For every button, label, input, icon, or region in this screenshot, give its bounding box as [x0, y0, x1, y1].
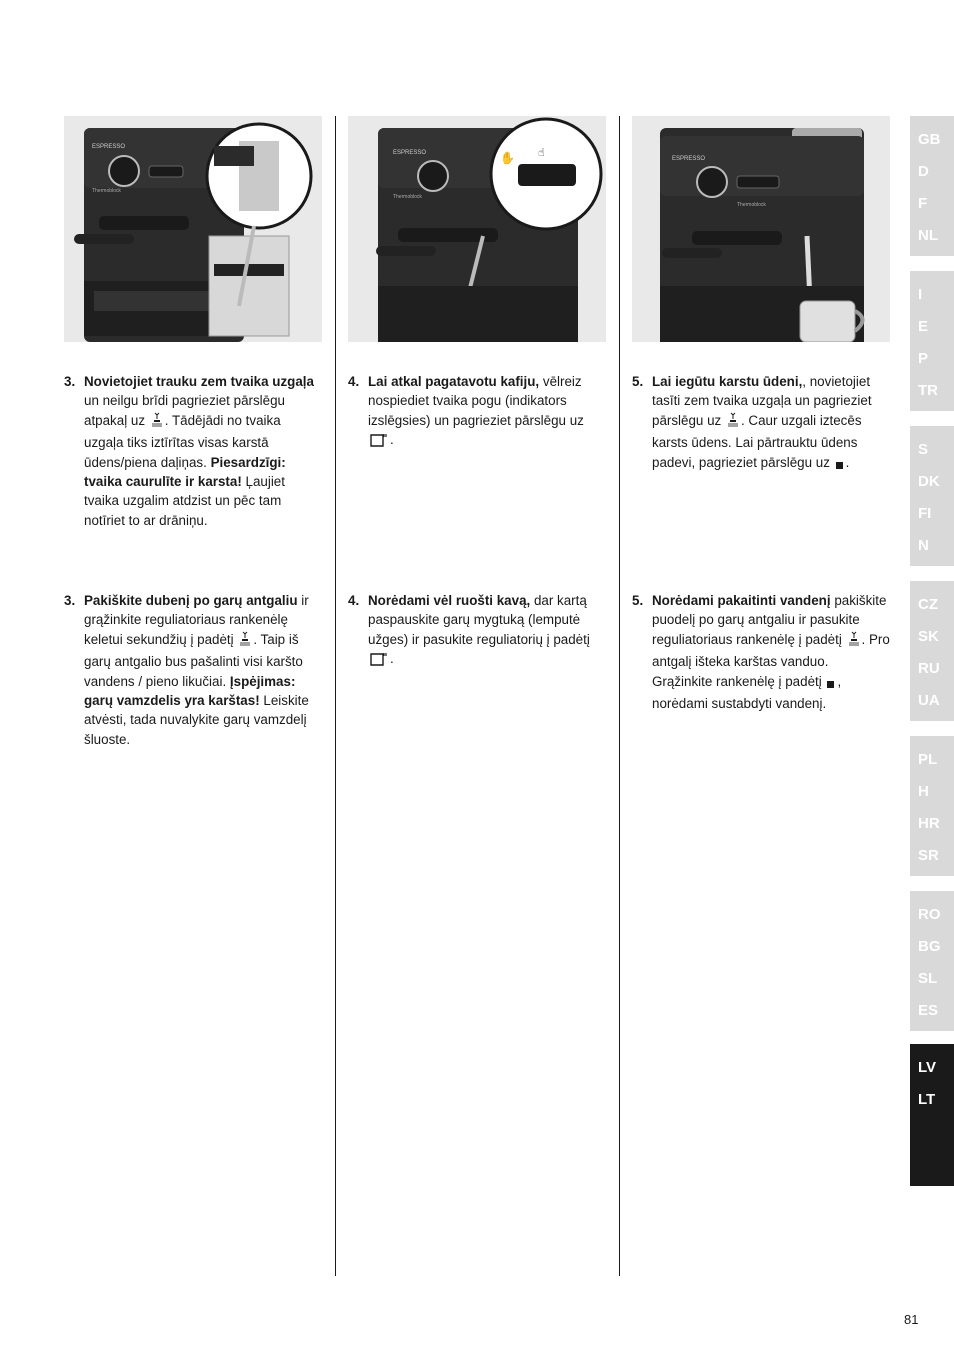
step-heading: Norėdami vėl ruošti kavą, — [368, 593, 531, 608]
photo-steam-cleaning — [64, 116, 322, 342]
step-text: vēlreiz nospiediet tvaika pogu (indikators izslēgsies) un pagrieziet pārslēgu uz — [368, 374, 584, 428]
step-text: . Pro antgalį išteka karštas vanduo. Grąžinkite rankenėlę į padėtį — [652, 631, 890, 689]
step-lv-4 — [348, 372, 606, 453]
step-warning: Įspėjimas: garų vamzdelis yra karštas! — [84, 673, 296, 709]
machine-label-text: Thermoblock — [737, 202, 766, 208]
lang-item[interactable]: S — [918, 441, 929, 458]
step-text: , novietojiet tasīti zem tvaika uzgaļa un pagrieziet pārslēgu uz — [652, 374, 872, 428]
lang-group-active[interactable] — [910, 1044, 954, 1186]
lang-item[interactable]: RO — [918, 906, 941, 923]
stop-square-icon — [827, 675, 835, 694]
steam-dial-icon — [727, 412, 739, 433]
photo-hot-water — [632, 116, 890, 342]
lang-item[interactable]: RU — [918, 660, 940, 677]
step-warning: Piesardzīgi: tvaika caurulīte ir karsta! — [84, 454, 286, 490]
step-text: ir grąžinkite reguliatoriaus rankenėlę keletui sekundžių į padėtį — [84, 593, 309, 647]
cup-icon — [370, 433, 388, 452]
cup-icon — [370, 652, 388, 671]
step-number: 3. — [64, 593, 76, 608]
steam-dial-icon — [848, 631, 860, 652]
espresso-machine-illustration — [348, 116, 606, 342]
lang-item[interactable]: SL — [918, 970, 938, 987]
photo-coffee-mode — [348, 116, 606, 342]
lang-item[interactable]: DK — [918, 473, 940, 490]
stop-square-icon — [836, 456, 844, 475]
lang-item[interactable]: HR — [918, 815, 940, 832]
step-number: 3. — [64, 374, 76, 389]
lang-group-1[interactable] — [910, 116, 954, 256]
machine-label-text: Thermoblock — [393, 194, 422, 200]
lang-item[interactable]: D — [918, 163, 929, 180]
machine-brand-text: ESPRESSO — [672, 156, 706, 162]
lang-item[interactable]: TR — [918, 382, 938, 399]
step-text: . — [390, 432, 394, 448]
lang-group-5[interactable] — [910, 736, 954, 876]
step-text: Leiskite atvėsti, tada nuvalykite garų vamzdelį šluoste. — [84, 693, 309, 747]
lang-item[interactable]: I — [918, 286, 923, 303]
lang-item[interactable]: ES — [918, 1002, 939, 1019]
step-text: . — [390, 651, 394, 667]
lang-item[interactable]: F — [918, 195, 928, 212]
step-heading: Norėdami pakaitinti vandenį — [652, 593, 831, 608]
lang-item[interactable]: H — [918, 783, 929, 800]
steam-dial-icon — [239, 631, 251, 652]
lang-item[interactable]: UA — [918, 692, 940, 709]
column-divider — [335, 116, 336, 1276]
steam-dial-icon — [151, 412, 163, 433]
column-divider — [619, 116, 620, 1276]
lang-group-6[interactable] — [910, 891, 954, 1031]
step-lv-5 — [632, 372, 890, 475]
step-text: Ļaujiet tvaika uzgalim atdzist un pēc tam notīriet to ar drāniņu. — [84, 474, 285, 528]
step-text: un neilgu brīdi pagrieziet pārslēgu atpakaļ uz — [84, 393, 285, 428]
step-text: , norėdami sustabdyti vandenį. — [652, 673, 842, 712]
step-text: . Tādējādi no tvaika uzgaļa tiks iztīrītas visas karstā ūdens/piena daļiņas. — [84, 412, 281, 470]
step-text: . — [845, 454, 850, 470]
lang-item-active[interactable]: LT — [918, 1091, 936, 1108]
step-lt-5 — [632, 591, 890, 713]
step-lt-3 — [64, 591, 322, 749]
espresso-machine-illustration — [64, 116, 322, 342]
lang-item[interactable]: FI — [918, 505, 932, 522]
lang-group-4[interactable] — [910, 581, 954, 721]
page-number: 81 — [904, 1312, 919, 1327]
step-number: 5. — [632, 374, 644, 389]
step-lv-3 — [64, 372, 322, 530]
lang-group-3[interactable] — [910, 426, 954, 566]
step-number: 5. — [632, 593, 644, 608]
svg-text:☝: ☝ — [538, 147, 545, 159]
lang-item[interactable]: GB — [918, 131, 941, 148]
machine-brand-text: ESPRESSO — [92, 144, 126, 150]
lang-item[interactable]: PL — [918, 751, 938, 768]
lang-item[interactable]: BG — [918, 938, 941, 955]
step-heading: Lai atkal pagatavotu kafiju, — [368, 374, 540, 389]
lang-item[interactable]: P — [918, 350, 929, 367]
lang-item[interactable]: E — [918, 318, 929, 335]
step-number: 4. — [348, 593, 360, 608]
step-number: 4. — [348, 374, 360, 389]
step-text: pakiškite puodelį po garų antgaliu ir pasukite reguliatoriaus rankenėlę į padėtį — [652, 593, 887, 647]
machine-brand-text: ESPRESSO — [393, 150, 427, 156]
lang-item[interactable]: CZ — [918, 596, 938, 613]
svg-text:✋: ✋ — [500, 151, 515, 165]
step-text: . Caur uzgali iztecēs karsts ūdens. Lai pārtrauktu ūdens padevi, pagrieziet pārslēgu uz — [652, 412, 862, 470]
lang-item[interactable]: NL — [918, 227, 938, 244]
lang-group-2[interactable] — [910, 271, 954, 411]
step-lt-4 — [348, 591, 606, 672]
machine-label-text: Thermoblock — [92, 188, 121, 194]
lang-item[interactable]: SK — [918, 628, 939, 645]
lang-item[interactable]: SR — [918, 847, 939, 864]
step-text: . Taip iš garų antgalio bus pašalinti visi karšto vandens / pieno likučiai. — [84, 631, 303, 689]
step-text: dar kartą paspauskite garų mygtuką (lemputė užges) ir pasukite reguliatorių į padėtį — [368, 593, 590, 647]
espresso-machine-illustration — [632, 116, 890, 342]
lang-item-active[interactable]: LV — [918, 1059, 937, 1076]
step-heading: Lai iegūtu karstu ūdeni, — [652, 374, 803, 389]
lang-item[interactable]: N — [918, 537, 929, 554]
step-heading: Novietojiet trauku zem tvaika uzgaļa — [84, 374, 314, 389]
step-heading: Pakiškite dubenį po garų antgaliu — [84, 593, 298, 608]
